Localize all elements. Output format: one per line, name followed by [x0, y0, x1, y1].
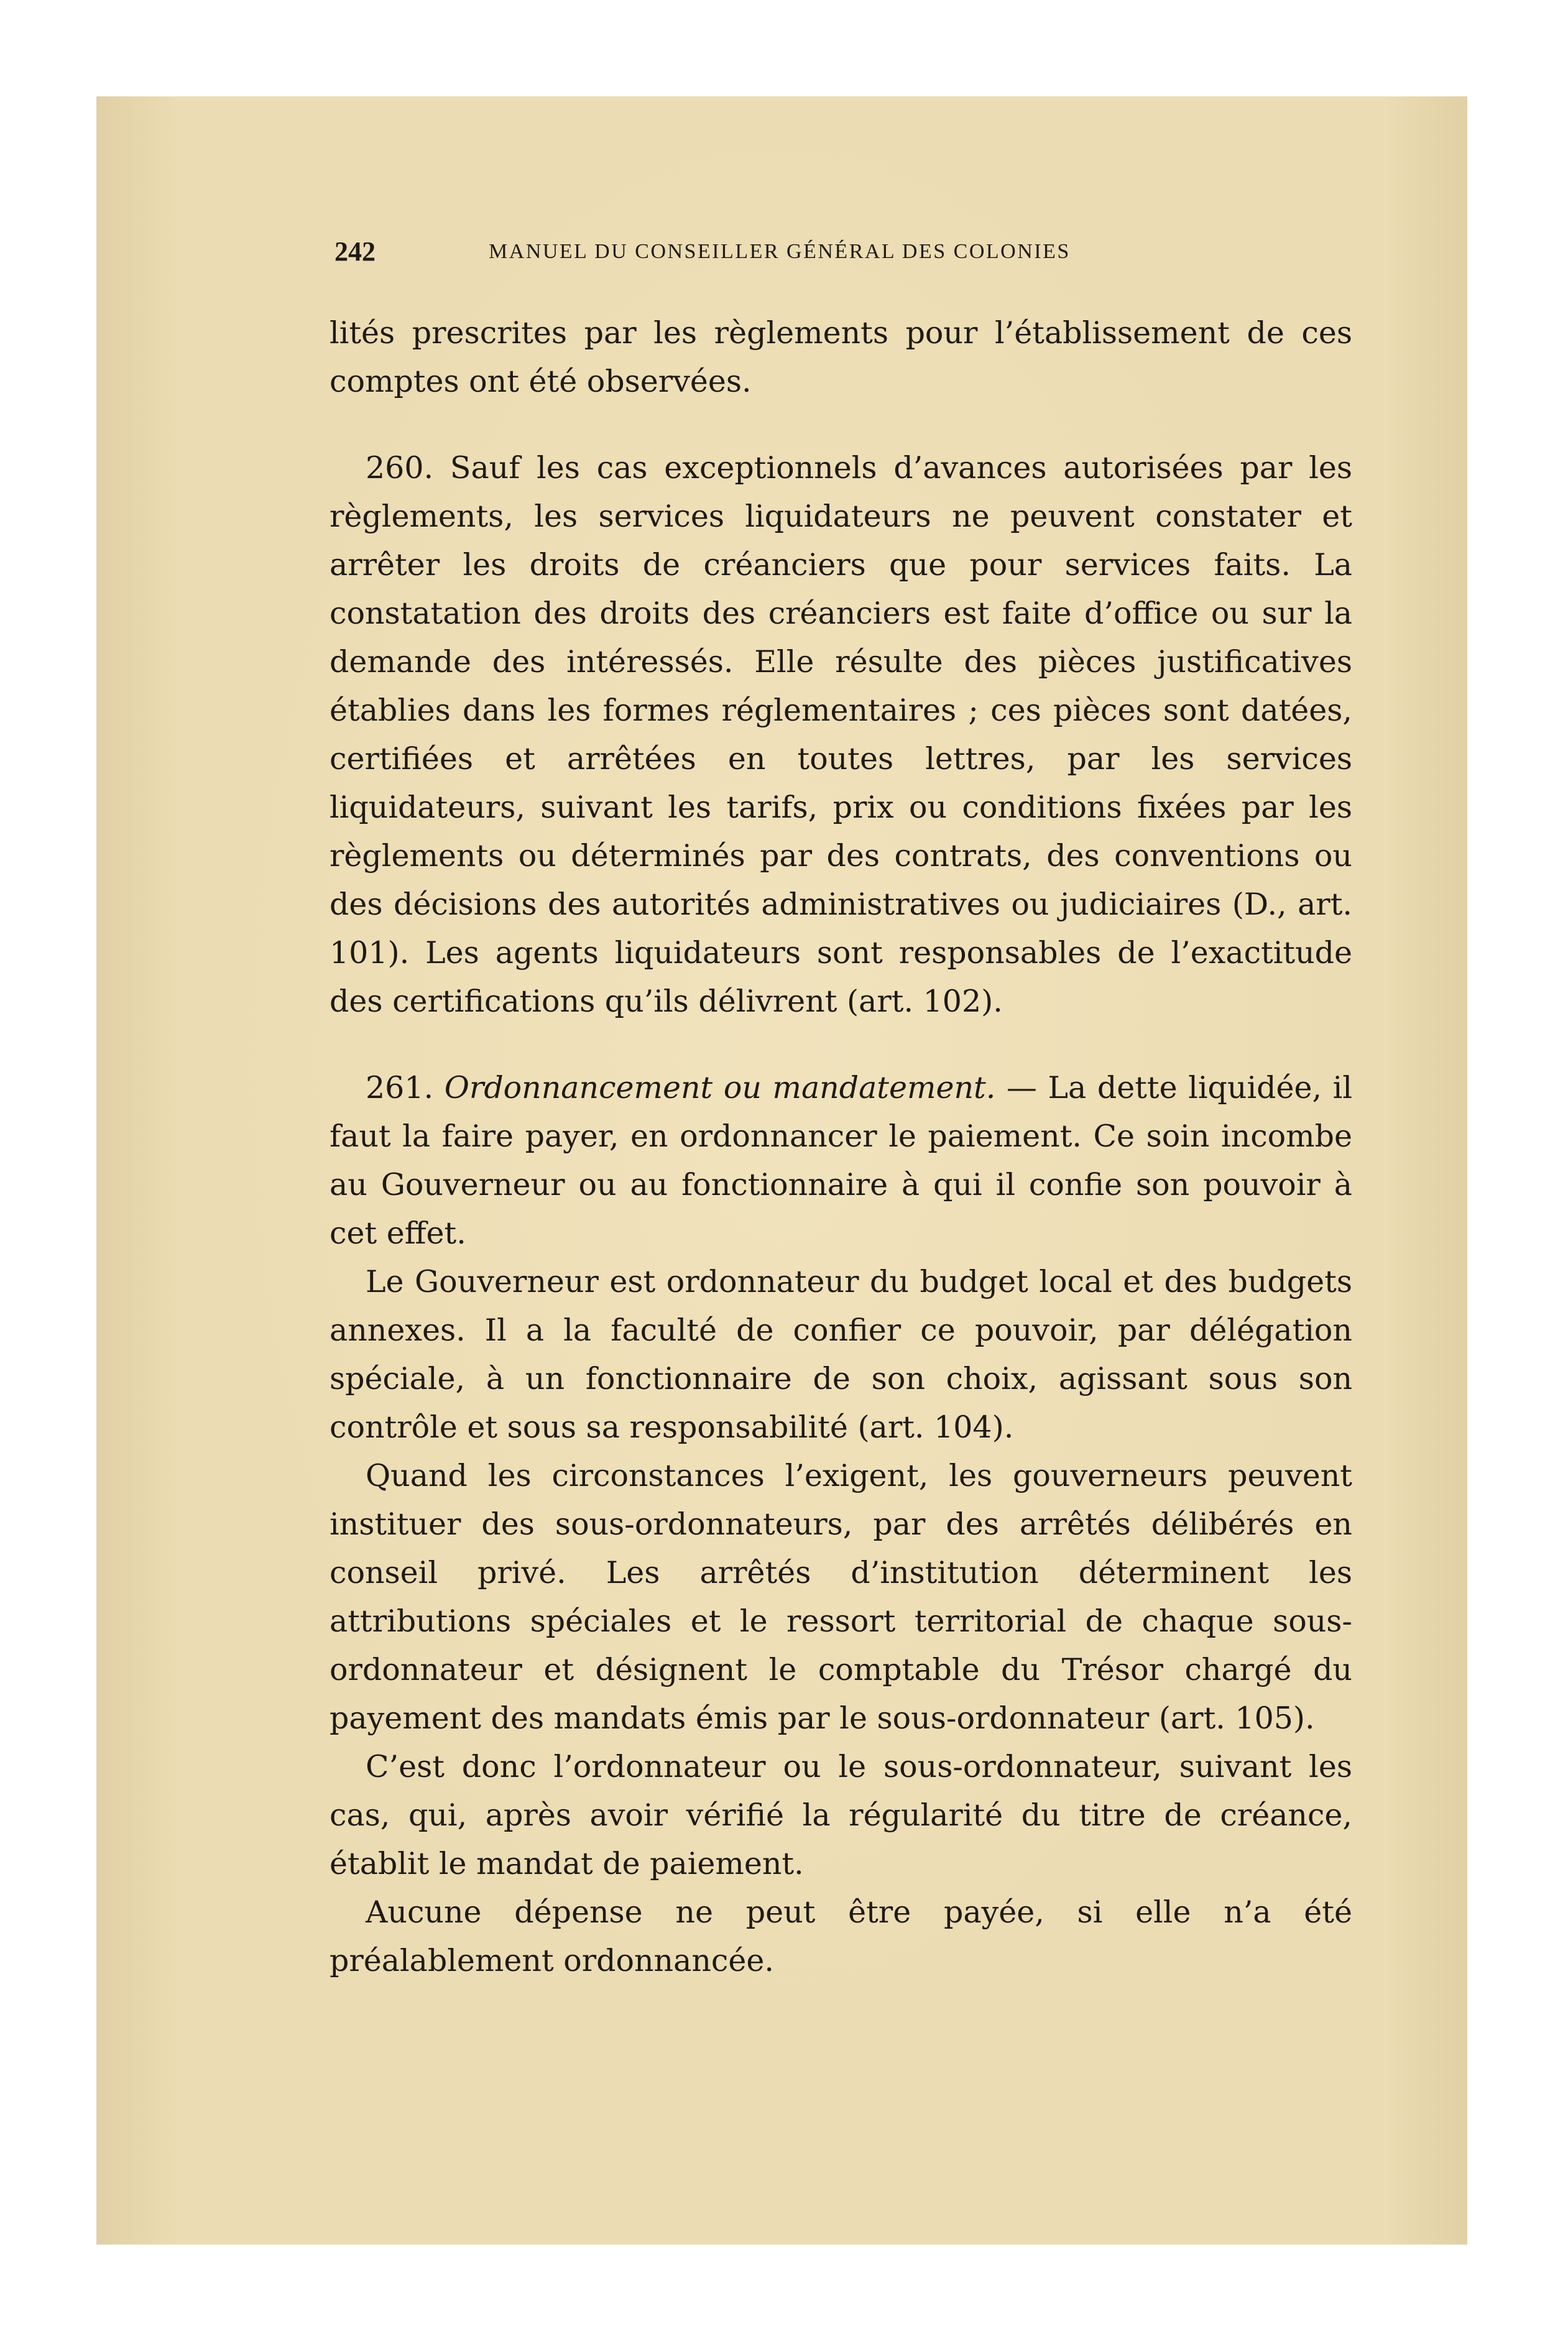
paragraph-text: C’est donc l’ordonnateur ou le sous-ordonnateur, suivant les cas, qui, après avoir vérifié la régularité du titre de créance, établit le mandat de paiement. [330, 1749, 1352, 1881]
paragraph-number: 261. [366, 1070, 434, 1105]
section-title: Ordonnancement ou mandatement. [444, 1070, 996, 1105]
paragraph-text: Le Gouverneur est ordonnateur du budget local et des budgets annexes. Il a la faculté de confier ce pouvoir, par délégation spéciale, à un fonctionnaire de son choix, agissant sous son contrôle et sous sa responsabilité (art. 104). [330, 1264, 1352, 1445]
paragraph-text: Sauf les cas exceptionnels d’avances autorisées par les règlements, les services liquidateurs ne peuvent constater et arrêter les droits de créanciers que pour services faits. La constatation des droits des créanciers est faite d’office ou sur la demande des intéressés. Elle résulte des pièces justificatives établies dans les formes réglementaires ; ces pièces sont datées, certifiées et arrêtées en toutes lettres, par les services liquidateurs, suivant les tarifs, prix ou conditions fixées par les règlements ou déterminés par des contrats, des conventions ou des décisions des autorités administratives ou judiciaires (D., art. 101). Les agents liquidateurs sont responsables de l’exactitude des certifications qu’ils délivrent (art. 102). [330, 450, 1353, 1019]
paragraph-gouverneur [330, 1258, 1352, 1452]
paragraph-aucune [330, 1888, 1352, 1985]
paragraph-quand [330, 1452, 1352, 1743]
paragraph-text: Aucune dépense ne peut être payée, si elle n’a été préalablement ordonnancée. [330, 1894, 1352, 1978]
page-number: 242 [334, 236, 376, 267]
paragraph-260 [330, 444, 1352, 1026]
paragraph-text: lités prescrites par les règlements pour l’établissement de ces comptes ont été observées. [330, 315, 1352, 399]
page-body [330, 309, 1352, 1985]
book-page [96, 96, 1467, 2245]
running-head: MANUEL DU CONSEILLER GÉNÉRAL DES COLONIES [489, 240, 1071, 263]
paragraph-261 [330, 1064, 1352, 1258]
paragraph-cest [330, 1743, 1352, 1888]
paragraph-text: Quand les circonstances l’exigent, les gouverneurs peuvent instituer des sous-ordonnateurs, par des arrêtés délibérés en conseil privé. Les arrêtés d’institution déterminent les attributions spéciales et le ressort territorial de chaque sous-ordonnateur et désignent le comptable du Trésor chargé du payement des mandats émis par le sous-ordonnateur (art. 105). [330, 1458, 1352, 1736]
paragraph-continuation [330, 309, 1352, 406]
page-header [334, 233, 1342, 270]
paragraph-number: 260. [366, 450, 434, 486]
paragraph-text: — La dette liquidée, il faut la faire payer, en ordonnancer le paiement. Ce soin incombe au Gouverneur ou au fonctionnaire à qui il confie son pouvoir à cet effet. [330, 1070, 1353, 1251]
